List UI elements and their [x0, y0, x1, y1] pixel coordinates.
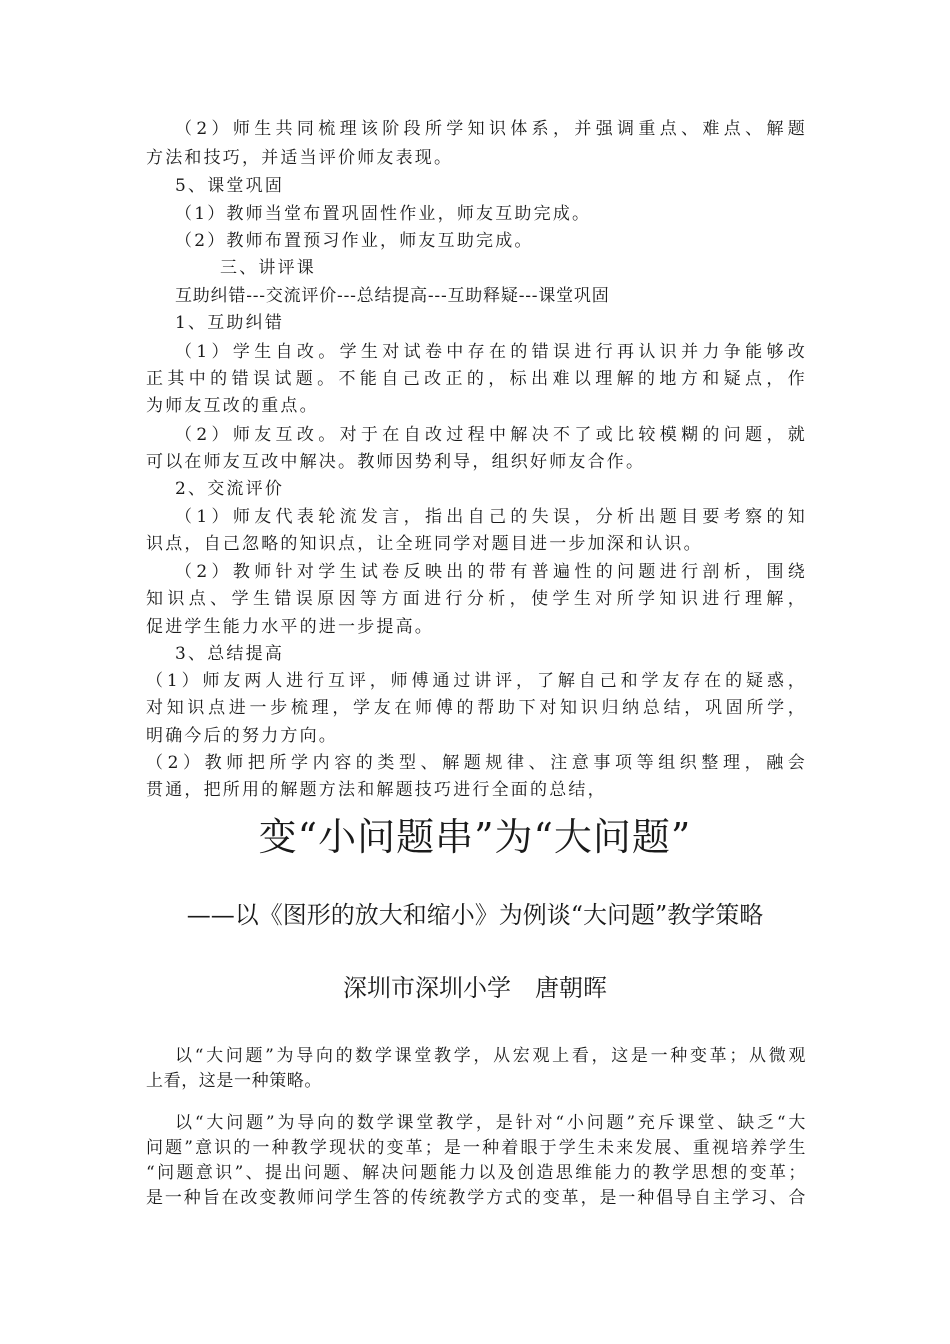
process-flow: 互助纠错---交流评价---总结提高---互助释疑---课堂巩固	[175, 286, 610, 306]
section-heading: 5、课堂巩固	[175, 176, 285, 196]
section-heading: 3、总结提高	[175, 644, 285, 664]
paragraph-line: 正其中的错误试题。不能自己改正的，标出难以理解的地方和疑点，作	[146, 369, 806, 389]
paragraph-line: 问题”意识的一种教学现状的变革；是一种着眼于学生未来发展、重视培养学生	[146, 1138, 806, 1158]
paragraph-line: （2）师友互改。对于在自改过程中解决不了或比较模糊的问题，就	[175, 425, 806, 445]
paragraph-line: “问题意识”、提出问题、解决问题能力以及创造思维能力的教学思想的变革；	[146, 1163, 806, 1183]
paragraph-line: 明确今后的努力方向。	[146, 726, 338, 746]
paragraph-line: （2）教师针对学生试卷反映出的带有普遍性的问题进行剖析，围绕	[175, 562, 806, 582]
section-heading: 2、交流评价	[175, 479, 285, 499]
paragraph-line: 贯通，把所用的解题方法和解题技巧进行全面的总结，	[146, 780, 607, 800]
paragraph-line: 促进学生能力水平的进一步提高。	[146, 617, 434, 637]
paragraph-line: 识点，自己忽略的知识点，让全班同学对题目进一步加深和认识。	[146, 534, 703, 554]
paragraph-line: （1）师友两人进行互评，师傅通过讲评，了解自己和学友存在的疑惑，	[146, 671, 806, 691]
paragraph-line: （1）教师当堂布置巩固性作业，师友互助完成。	[175, 204, 592, 224]
paragraph-line: 为师友互改的重点。	[146, 396, 319, 416]
paragraph-line: 是一种旨在改变教师问学生答的传统教学方式的变革，是一种倡导自主学习、合	[146, 1188, 806, 1208]
paragraph-line: 以“大问题”为导向的数学课堂教学，是针对“小问题”充斥课堂、缺乏“大	[175, 1113, 806, 1133]
paragraph-line: 对知识点进一步梳理，学友在师傅的帮助下对知识归纳总结，巩固所学，	[146, 698, 806, 718]
paragraph-line: 知识点、学生错误原因等方面进行分析，使学生对所学知识进行理解，	[146, 589, 806, 609]
article-subtitle: ——以《图形的放大和缩小》为例谈“大问题”教学策略	[186, 901, 764, 929]
paragraph-line: （2）教师把所学内容的类型、解题规律、注意事项等组织整理，融会	[146, 753, 806, 773]
paragraph-line: （1）学生自改。学生对试卷中存在的错误进行再认识并力争能够改	[175, 342, 806, 362]
paragraph-line: 可以在师友互改中解决。教师因势利导，组织好师友合作。	[146, 452, 646, 472]
paragraph-line: （2）教师布置预习作业，师友互助完成。	[175, 231, 534, 251]
article-author: 深圳市深圳小学 唐朝晖	[343, 974, 607, 1002]
article-title: 变“小问题串”为“大问题”	[258, 815, 692, 859]
paragraph-line: 上看，这是一种策略。	[146, 1071, 322, 1091]
paragraph-line: 以“大问题”为导向的数学课堂教学，从宏观上看，这是一种变革；从微观	[175, 1046, 806, 1066]
paragraph-line: （1）师友代表轮流发言，指出自己的失误，分析出题目要考察的知	[175, 507, 806, 527]
section-heading: 三、讲评课	[220, 258, 316, 278]
section-heading: 1、互助纠错	[175, 313, 285, 333]
paragraph-line: 方法和技巧，并适当评价师友表现。	[146, 148, 454, 168]
paragraph-line: （2）师生共同梳理该阶段所学知识体系，并强调重点、难点、解题	[175, 119, 806, 139]
